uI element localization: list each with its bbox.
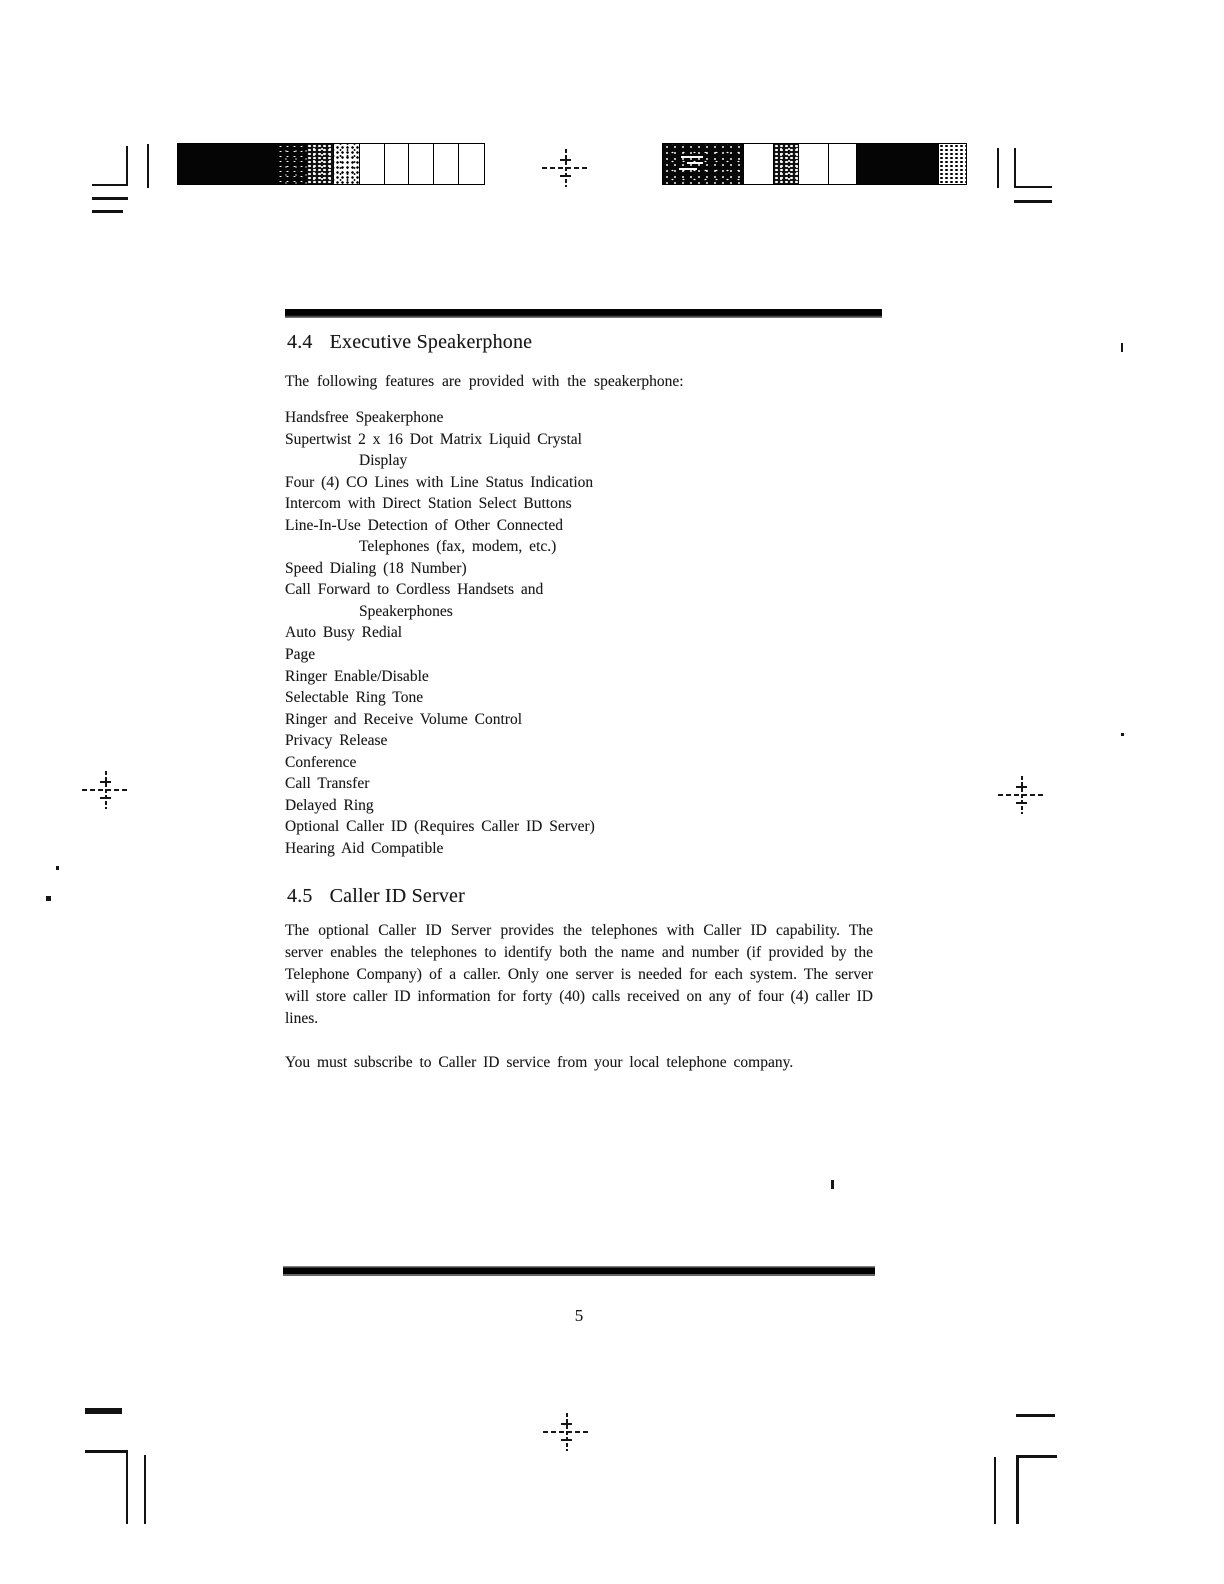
feature-item: Privacy Release <box>285 732 388 750</box>
crop-mark-icon <box>994 1457 996 1524</box>
feature-item: Hearing Aid Compatible <box>285 839 444 857</box>
feature-item: Call Forward to Cordless Handsets and <box>285 581 544 599</box>
feature-item: Supertwist 2 x 16 Dot Matrix Liquid Crystal <box>285 430 582 448</box>
feature-item: Auto Busy Redial <box>285 624 403 642</box>
subscribe-note: You must subscribe to Caller ID service from your local telephone company. <box>285 1054 794 1072</box>
feature-item: Ringer Enable/Disable <box>285 667 429 685</box>
crop-mark-icon <box>997 148 999 188</box>
feature-item: Four (4) CO Lines with Line Status Indication <box>285 473 594 491</box>
grayscale-calibration-bar <box>177 143 485 185</box>
color-calibration-bar <box>662 143 967 185</box>
crop-mark-icon <box>85 1450 128 1453</box>
page-number: 5 <box>574 1306 584 1325</box>
crop-mark-icon <box>1014 148 1016 188</box>
footer-rule <box>283 1266 875 1276</box>
crop-mark-icon <box>126 1450 128 1524</box>
section-45-heading <box>287 884 882 908</box>
crop-mark-icon <box>1014 186 1052 188</box>
feature-item: Ringer and Receive Volume Control <box>285 710 522 728</box>
crop-mark-icon <box>1016 1455 1019 1524</box>
text-column <box>285 309 882 1074</box>
crop-mark-icon <box>1016 1455 1057 1458</box>
feature-item: Conference <box>285 753 357 771</box>
feature-item: Display <box>359 452 408 470</box>
ink-speck <box>831 1180 834 1189</box>
feature-item: Line-In-Use Detection of Other Connected <box>285 516 563 534</box>
section-title: Caller ID Server <box>329 885 465 908</box>
crop-mark-icon <box>126 146 128 186</box>
feature-item: Speakerphones <box>359 602 453 620</box>
feature-item: Delayed Ring <box>285 796 374 814</box>
crop-mark-icon <box>92 184 128 186</box>
crop-mark-icon <box>92 197 128 200</box>
ink-speck <box>46 896 51 901</box>
registration-cross-icon <box>998 775 1046 815</box>
feature-item: Page <box>285 646 316 664</box>
registration-cross-icon <box>543 1412 591 1452</box>
section-number: 4.5 <box>287 885 313 908</box>
crop-mark-icon <box>85 1408 122 1414</box>
section-45-paragraph: The optional Caller ID Server provides the telephones with Caller ID capability. The server enables the telephones to identify both the name and number (if provided by the Telephone Company) of a caller. Only one server is needed for each system. The server will store caller ID information for forty (40) calls received on any of four (4) caller ID lines. <box>285 922 873 1028</box>
crop-mark-icon <box>1014 200 1052 203</box>
feature-item: Intercom with Direct Station Select Buttons <box>285 495 572 513</box>
feature-item: Handsfree Speakerphone <box>285 409 444 426</box>
feature-item: Call Transfer <box>285 775 370 793</box>
feature-item: Telephones (fax, modem, etc.) <box>359 538 557 556</box>
ink-speck <box>56 866 59 870</box>
section-title: Executive Speakerphone <box>329 331 533 353</box>
feature-list <box>285 407 882 859</box>
ink-speck <box>1121 343 1123 352</box>
registration-cross-icon <box>542 148 590 188</box>
crop-mark-icon <box>1016 1414 1055 1417</box>
feature-item: Optional Caller ID (Requires Caller ID Server) <box>285 818 595 836</box>
section-rule-top <box>285 309 882 318</box>
section-44-heading <box>287 330 882 354</box>
crop-mark-icon <box>144 1455 146 1524</box>
feature-item: Selectable Ring Tone <box>285 689 424 707</box>
registration-cross-icon <box>82 770 130 810</box>
section-44-intro: The following features are provided with the speakerphone: <box>285 373 684 390</box>
feature-item: Speed Dialing (18 Number) <box>285 559 467 577</box>
crop-mark-icon <box>92 210 123 213</box>
section-number: 4.4 <box>287 331 313 353</box>
ink-speck <box>1121 733 1124 736</box>
crop-mark-icon <box>147 144 149 188</box>
